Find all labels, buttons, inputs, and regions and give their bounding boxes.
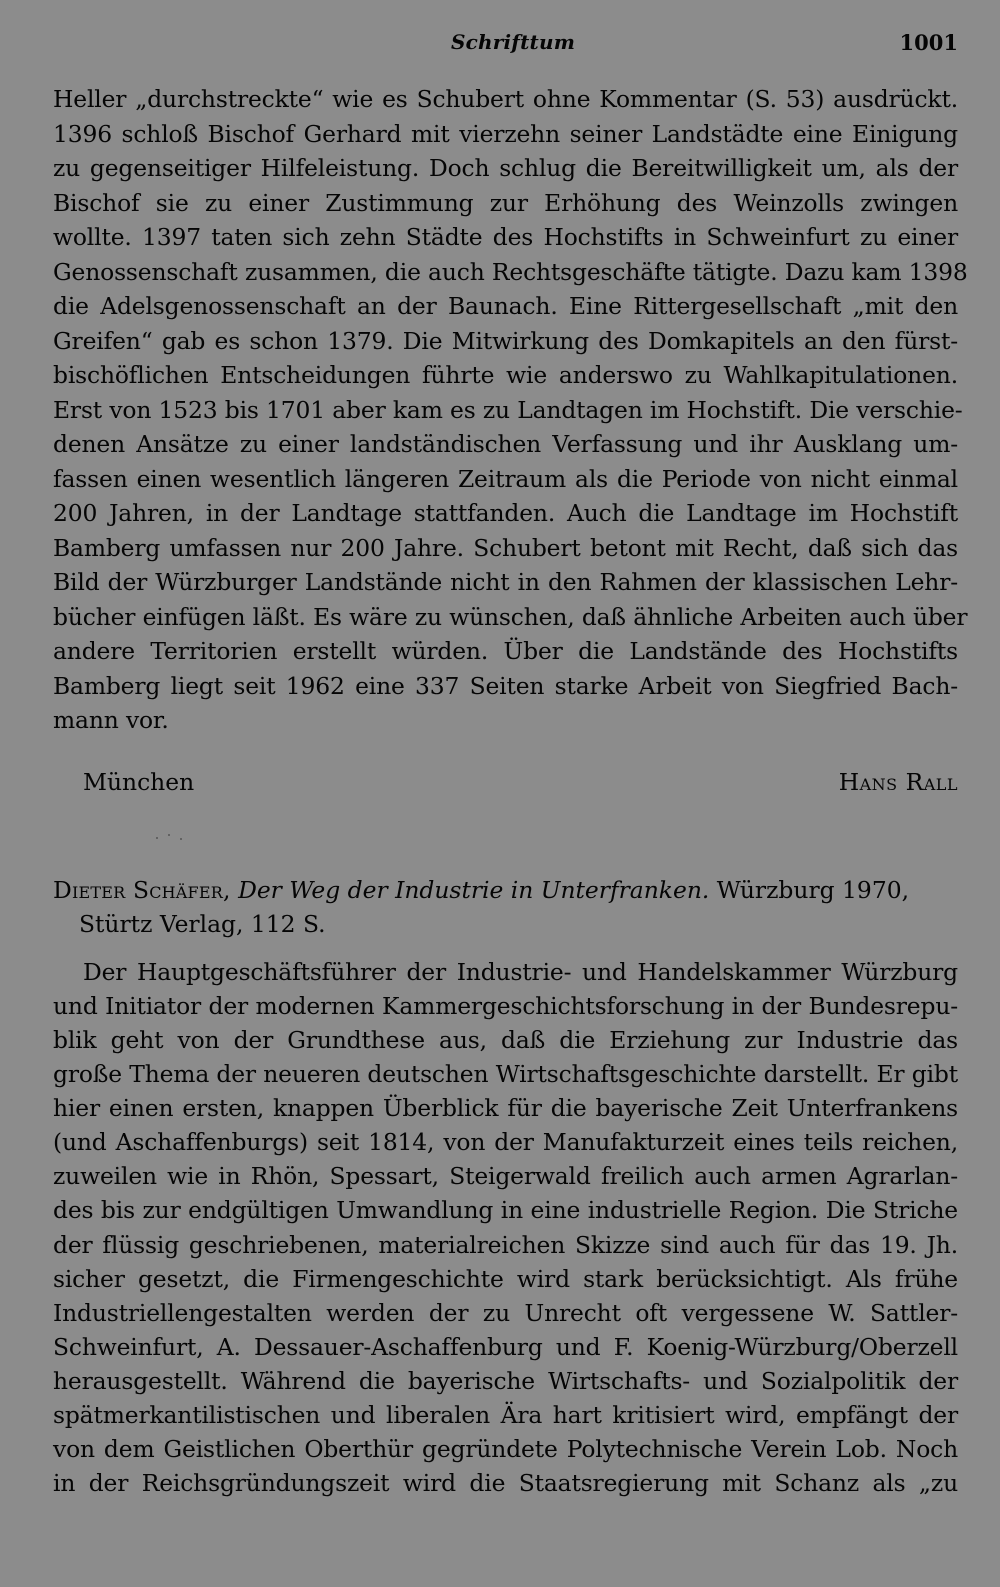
text-line: die Adelsgenossenschaft an der Baunach. Eine Rittergesellschaft „mit den [53,292,958,320]
text-line: wollte. 1397 taten sich zehn Städte des Hochstifts in Schweinfurt zu einer [53,223,958,251]
text-line: Der Hauptgeschäftsführer der Industrie- und Handelskammer Würzburg [83,958,958,986]
text-line: denen Ansätze zu einer landständischen Verfassung und ihr Ausklang um- [53,430,958,458]
text-line: Genossenschaft zusammen, die auch Rechtsgeschäfte tätigte. Dazu kam 1398 [53,258,968,286]
text-line: Schweinfurt, A. Dessauer-Aschaffenburg und F. Koenig-Würzburg/Oberzell [53,1333,958,1361]
text-line: in der Reichsgründungszeit wird die Staatsregierung mit Schanz als „zu [53,1469,958,1497]
text-line: 1396 schloß Bischof Gerhard mit vierzehn seiner Landstädte eine Einigung [53,120,958,148]
text-line: zu gegenseitiger Hilfeleistung. Doch schlug die Bereitwilligkeit um, als der [53,154,958,182]
text-line: des bis zur endgültigen Umwandlung in eine industrielle Region. Die Striche [53,1196,958,1224]
text-line: (und Aschaffenburgs) seit 1814, von der Manufakturzeit eines teils reichen, [53,1128,958,1156]
entry-line [53,874,958,906]
book-publication-info: Würzburg 1970, [709,876,910,904]
page-header [0,30,1000,60]
signature-author: Hans Rall [838,768,958,796]
text-line: Bamberg umfassen nur 200 Jahre. Schubert betont mit Recht, daß sich das [53,534,958,562]
text-line: blik geht von der Grundthese aus, daß die Erziehung zur Industrie das [53,1026,958,1054]
text-line: Greifen“ gab es schon 1379. Die Mitwirkung des Domkapitels an den fürst- [53,327,958,355]
text-line: Industriellengestalten werden der zu Unrecht oft vergessene W. Sattler- [53,1299,958,1327]
text-line: und Initiator der modernen Kammergeschichtsforschung in der Bundesrepu- [53,992,958,1020]
text-line: Heller „durchstreckte“ wie es Schubert ohne Kommentar (S. 53) ausdrückt. [53,85,958,113]
text-line: spätmerkantilistischen und liberalen Ära hart kritisiert wird, empfängt der [53,1401,958,1429]
text-line: sicher gesetzt, die Firmengeschichte wird stark berücksichtigt. Als frühe [53,1265,958,1293]
text-line: mann vor. [53,706,169,734]
text-line: Bamberg liegt seit 1962 eine 337 Seiten starke Arbeit von Siegfried Bach- [53,672,958,700]
book-title: Der Weg der Industrie in Unterfranken. [238,876,710,904]
text-line: bischöflichen Entscheidungen führte wie anderswo zu Wahlkapitulationen. [53,361,958,389]
book-author: Dieter Schäfer, [53,876,231,904]
text-line: von dem Geistlichen Oberthür gegründete Polytechnische Verein Lob. Noch [53,1435,958,1463]
page-number: 1001 [899,30,958,55]
text-line: fassen einen wesentlich längeren Zeitraum als die Periode von nicht einmal [53,465,958,493]
signature-place: München [83,768,195,796]
text-line: Bischof sie zu einer Zustimmung zur Erhöhung des Weinzolls zwingen [53,189,958,217]
book-publisher: Stürtz Verlag, 112 S. [79,910,326,938]
text-line: der flüssig geschriebenen, materialreichen Skizze sind auch für das 19. Jh. [53,1231,958,1259]
running-title: Schrifttum [451,30,576,54]
text-line: herausgestellt. Während die bayerische Wirtschafts- und Sozialpolitik der [53,1367,958,1395]
scan-speckles [156,832,192,840]
text-line: Bild der Würzburger Landstände nicht in den Rahmen der klassischen Lehr- [53,568,958,596]
text-line: hier einen ersten, knappen Überblick für die bayerische Zeit Unterfrankens [53,1094,958,1122]
text-line: bücher einfügen läßt. Es wäre zu wünschen, daß ähnliche Arbeiten auch über [53,603,968,631]
text-line: zuweilen wie in Rhön, Spessart, Steigerwald freilich auch armen Agrarlan- [53,1162,958,1190]
text-line: Erst von 1523 bis 1701 aber kam es zu Landtagen im Hochstift. Die verschie- [53,396,963,424]
review-signature [83,766,958,802]
text-line: große Thema der neueren deutschen Wirtschaftsgeschichte darstellt. Er gibt [53,1060,958,1088]
text-line: 200 Jahren, in der Landtage stattfanden. Auch die Landtage im Hochstift [53,499,958,527]
text-line: andere Territorien erstellt würden. Über die Landstände des Hochstifts [53,637,958,665]
